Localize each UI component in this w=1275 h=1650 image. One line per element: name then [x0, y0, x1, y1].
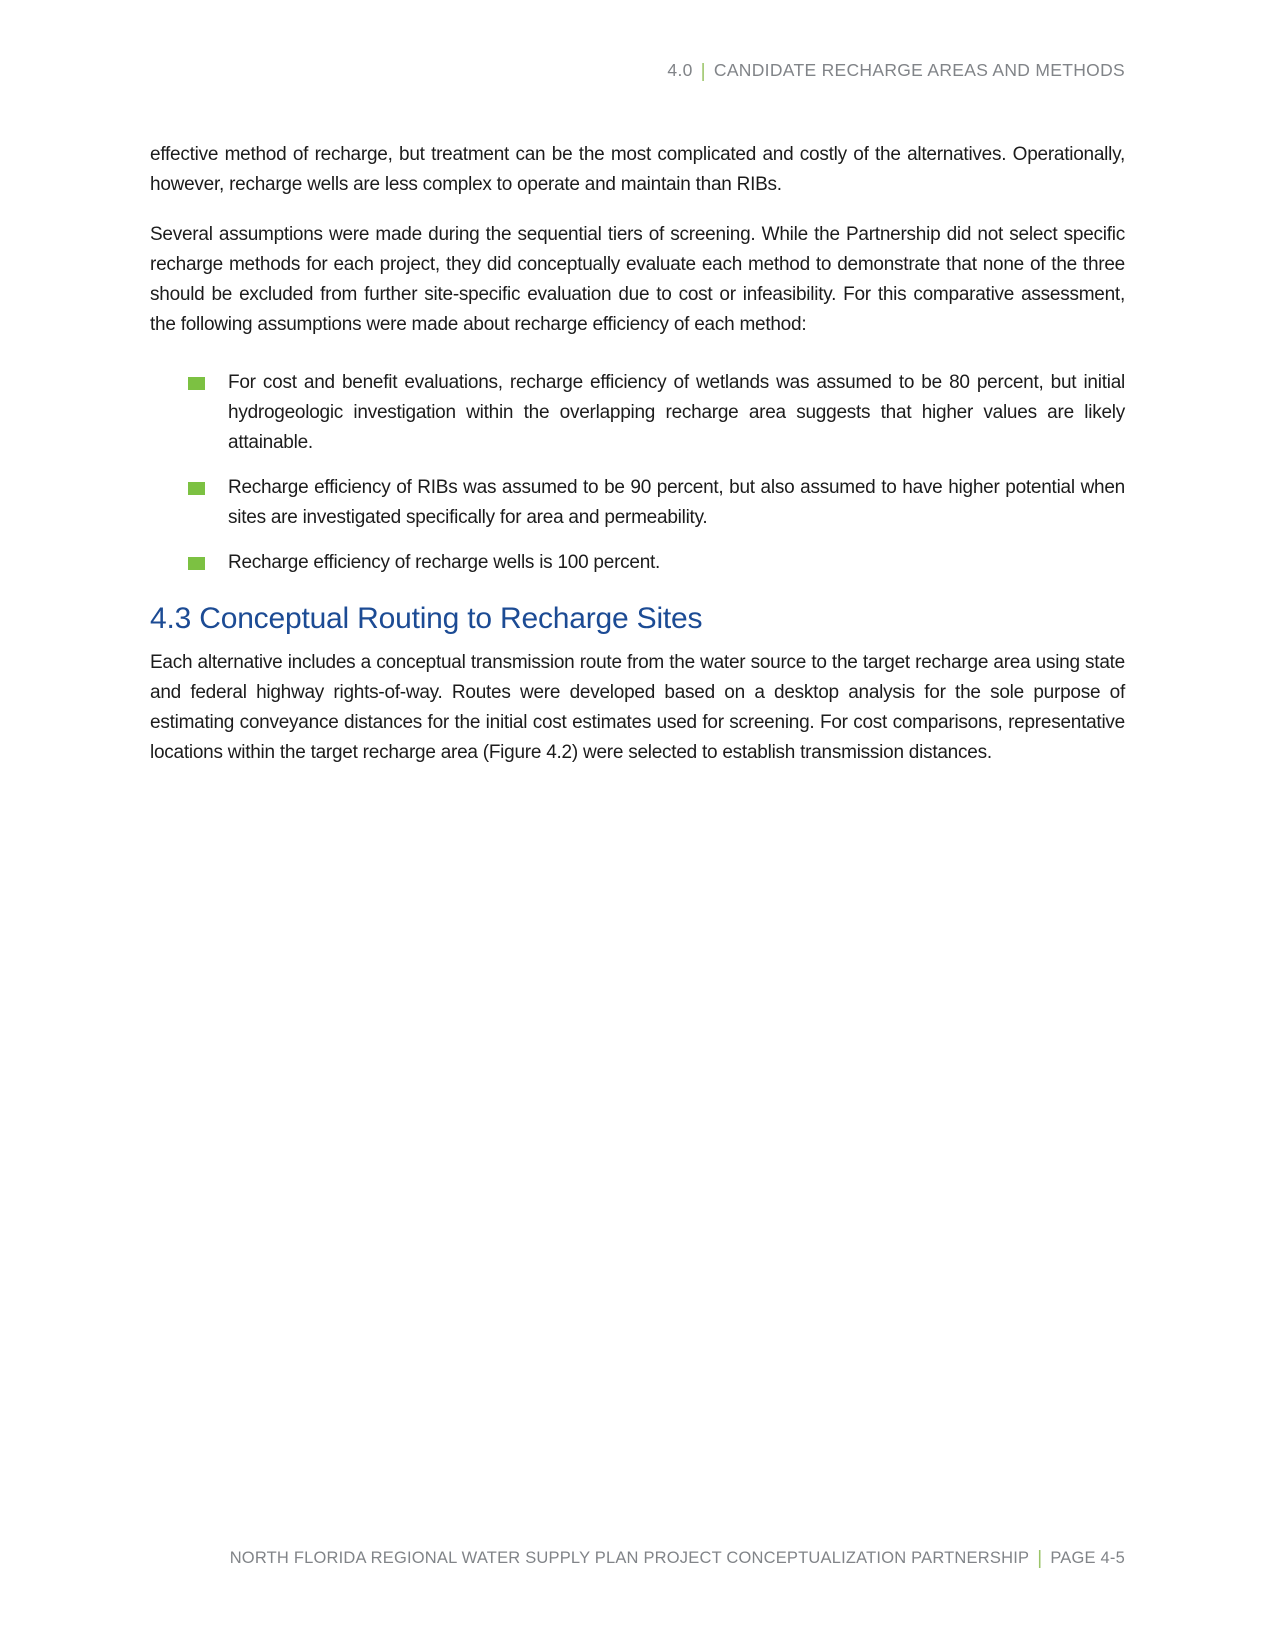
header-chapter-title: CANDIDATE RECHARGE AREAS AND METHODS — [713, 60, 1125, 80]
square-bullet-icon — [188, 482, 205, 495]
page-content — [150, 140, 1125, 788]
page-footer — [230, 1547, 1125, 1570]
header-separator: | — [700, 61, 706, 82]
list-item — [150, 368, 1125, 458]
square-bullet-icon — [188, 377, 205, 390]
list-item-text: Recharge efficiency of RIBs was assumed to be 90 percent, but also assumed to have higher potential when sites are investigated specifically for area and permeability. — [228, 477, 1125, 528]
footer-text: NORTH FLORIDA REGIONAL WATER SUPPLY PLAN PROJECT CONCEPTUALIZATION PARTNERSHIP — [229, 1549, 1030, 1567]
list-item-text: Recharge efficiency of recharge wells is 100 percent. — [228, 552, 661, 573]
square-bullet-icon — [188, 557, 205, 570]
body-paragraph: Each alternative includes a conceptual transmission route from the water source to the target recharge area using state and federal highway rights-of-way. Routes were developed based on a desktop analysis for the sole purpose of estimating conveyance distances for the initial cost estimates used for screening. For cost comparisons, representative locations within the target recharge area (Figure 4.2) were selected to establish transmission distances. — [150, 652, 1125, 763]
header-section-number: 4.0 — [667, 60, 693, 80]
page-header — [667, 58, 1125, 84]
footer-separator: | — [1037, 1548, 1043, 1569]
list-item — [150, 473, 1125, 533]
list-item-text: For cost and benefit evaluations, recharge efficiency of wetlands was assumed to be 80 percent, but initial hydrogeologic investigation within the overlapping recharge area suggests that higher values are likely attainable. — [228, 372, 1125, 453]
body-paragraph: effective method of recharge, but treatment can be the most complicated and costly of the alternatives. Operationally, however, recharge wells are less complex to operate and maintain than RIBs. — [150, 144, 1125, 195]
list-item — [150, 548, 1125, 578]
bullet-list — [150, 368, 1125, 578]
body-paragraph: Several assumptions were made during the sequential tiers of screening. While the Partnership did not select specific recharge methods for each project, they did conceptually evaluate each method to demonstrate that none of the three should be excluded from further site-specific evaluation due to cost or infeasibility. For this comparative assessment, the following assumptions were made about recharge efficiency of each method: — [150, 224, 1125, 335]
section-heading: 4.3 Conceptual Routing to Recharge Sites — [150, 602, 703, 635]
footer-page-number: PAGE 4-5 — [1050, 1549, 1125, 1567]
